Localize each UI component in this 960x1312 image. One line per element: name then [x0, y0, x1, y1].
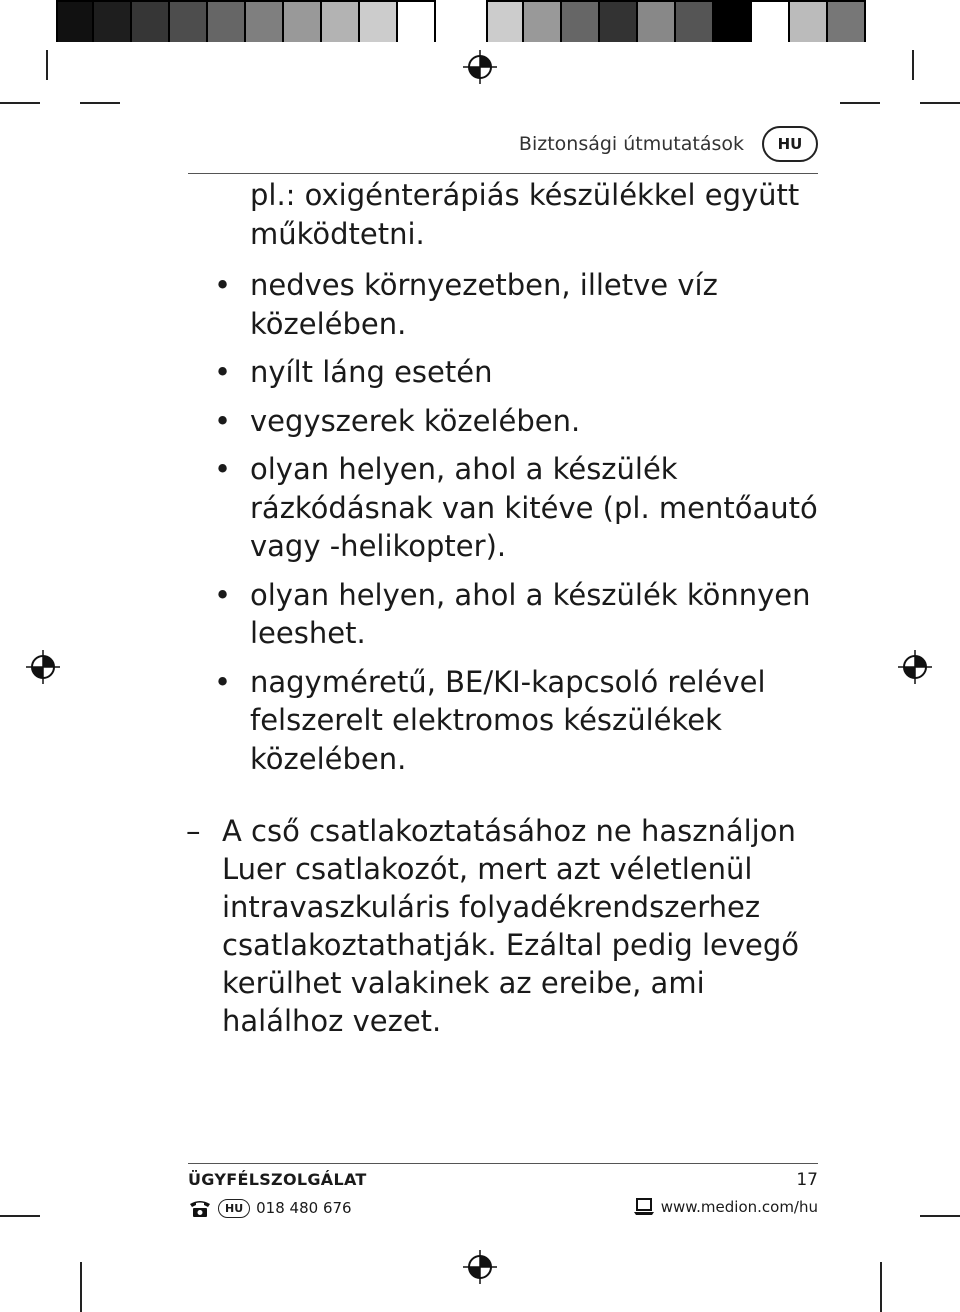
crop-mark: [46, 50, 48, 80]
footer-website: [600, 1198, 818, 1216]
footer-rule: [188, 1163, 818, 1164]
crop-mark: [0, 1215, 40, 1217]
color-swatch: [486, 2, 524, 42]
color-swatch: [56, 2, 94, 42]
registration-mark-icon: [463, 1250, 497, 1284]
phone-lang-badge: HU: [218, 1199, 250, 1218]
color-swatch: [600, 2, 638, 42]
page-number: 17: [796, 1170, 818, 1190]
color-swatch: [524, 2, 562, 42]
language-badge: HU: [762, 126, 818, 162]
registration-mark-icon: [898, 650, 932, 684]
running-head: Biztonsági útmutatások: [518, 133, 744, 155]
color-swatch: [676, 2, 714, 42]
list-item: • nedves környezetben, illetve víz közelében.: [250, 266, 820, 343]
color-swatch: [714, 2, 752, 42]
crop-mark: [912, 50, 914, 80]
color-swatch: [360, 2, 398, 42]
phone-number: 018 480 676: [256, 1199, 352, 1217]
registration-mark-icon: [463, 50, 497, 84]
color-swatch: [246, 2, 284, 42]
continuation-text: pl.: oxigénterápiás készülékkel együtt működtetni.: [250, 178, 800, 251]
crop-mark: [880, 1262, 882, 1312]
footer-title: ÜGYFÉLSZOLGÁLAT: [188, 1170, 367, 1189]
color-swatch: [562, 2, 600, 42]
color-swatch: [752, 2, 790, 42]
warning-paragraph: A cső csatlakoztatásához ne használjon Luer csatlakozót, mert azt véletlenül intravaszkuláris folyadékrendszerhez csatlakoztathatják. Ezáltal pedig levegő kerülhet valakinek az ereibe, ami halálhoz vezet.: [222, 814, 800, 1038]
list-item: • nagyméretű, BE/KI-kapcsoló relével felszerelt elektromos készülékek közelében.: [250, 663, 820, 779]
website-link[interactable]: www.medion.com/hu: [660, 1198, 818, 1216]
color-swatch: [398, 2, 436, 42]
color-swatch: [170, 2, 208, 42]
registration-mark-icon: [26, 650, 60, 684]
crop-mark: [920, 1215, 960, 1217]
color-bar-right: [486, 0, 866, 40]
list-item: • nyílt láng esetén: [250, 353, 820, 392]
dash-marker: –: [186, 814, 201, 848]
color-swatch: [828, 2, 866, 42]
footer-phone: [188, 1198, 352, 1218]
color-swatch: [94, 2, 132, 42]
crop-mark: [80, 102, 120, 104]
color-swatch: [208, 2, 246, 42]
list-item: • olyan helyen, ahol a készülék rázkódásnak van kitéve (pl. mentőautó vagy -helikopter).: [250, 450, 820, 566]
header-rule: [188, 173, 818, 174]
laptop-icon: [633, 1198, 655, 1216]
telephone-icon: [188, 1198, 212, 1218]
color-swatch: [638, 2, 676, 42]
color-bar-left: [56, 0, 436, 40]
crop-mark: [80, 1262, 82, 1312]
list-item: • olyan helyen, ahol a készülék könnyen leeshet.: [250, 576, 820, 653]
crop-mark: [0, 102, 40, 104]
list-item: • vegyszerek közelében.: [250, 402, 820, 441]
crop-mark: [920, 102, 960, 104]
color-swatch: [790, 2, 828, 42]
color-swatch: [284, 2, 322, 42]
crop-mark: [840, 102, 880, 104]
color-swatch: [322, 2, 360, 42]
bullet-list: [250, 266, 820, 788]
color-swatch: [132, 2, 170, 42]
